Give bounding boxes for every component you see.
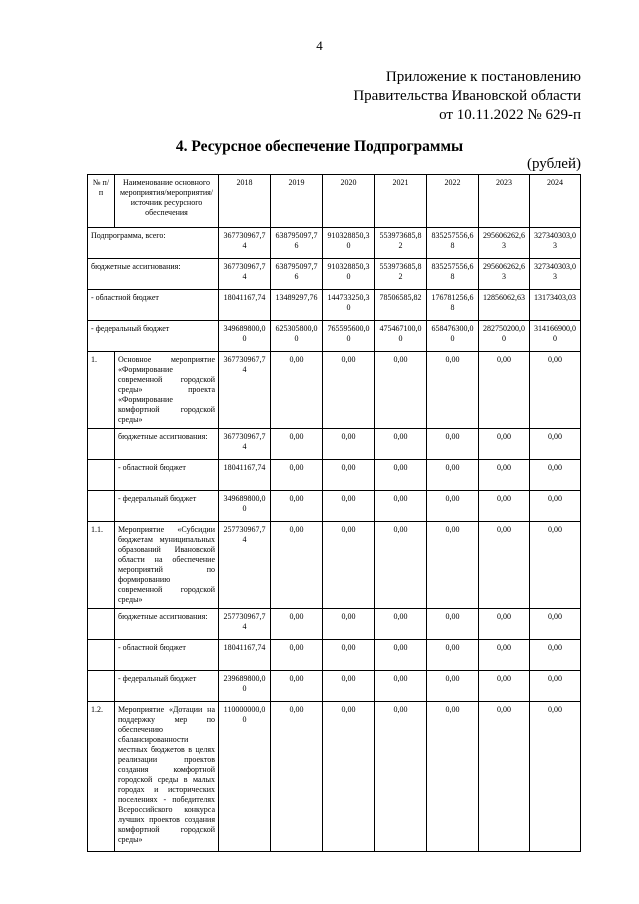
appendix-line-3: от 10.11.2022 № 629-п bbox=[439, 107, 581, 123]
value-cell: 0,00 bbox=[479, 522, 530, 609]
table-row bbox=[88, 228, 581, 259]
value-cell: 0,00 bbox=[530, 460, 581, 491]
table-row bbox=[88, 460, 581, 491]
value-cell: 835257556,68 bbox=[427, 259, 479, 290]
header-num: № п/п bbox=[88, 175, 115, 228]
value-cell: 0,00 bbox=[479, 671, 530, 702]
table-row bbox=[88, 259, 581, 290]
value-cell: 0,00 bbox=[271, 522, 323, 609]
row-number: 1.1. bbox=[88, 522, 115, 609]
row-name: Основное мероприятие «Формирование современной городской среды» проекта «Формирование комфортной городской среды» bbox=[115, 352, 219, 429]
value-cell: 0,00 bbox=[271, 609, 323, 640]
value-cell: 0,00 bbox=[375, 640, 427, 671]
row-number bbox=[88, 671, 115, 702]
value-cell: 658476300,00 bbox=[427, 321, 479, 352]
appendix-line-1: Приложение к постановлению bbox=[385, 69, 581, 85]
table-row bbox=[88, 640, 581, 671]
row-name: бюджетные ассигнования: bbox=[115, 609, 219, 640]
value-cell: 0,00 bbox=[323, 671, 375, 702]
table-row bbox=[88, 491, 581, 522]
row-number bbox=[88, 429, 115, 460]
value-cell: 0,00 bbox=[427, 460, 479, 491]
value-cell: 0,00 bbox=[271, 460, 323, 491]
value-cell: 13489297,76 bbox=[271, 290, 323, 321]
value-cell: 0,00 bbox=[323, 609, 375, 640]
row-number bbox=[88, 491, 115, 522]
value-cell: 257730967,74 bbox=[219, 609, 271, 640]
value-cell: 0,00 bbox=[479, 640, 530, 671]
value-cell: 0,00 bbox=[323, 522, 375, 609]
value-cell: 0,00 bbox=[375, 460, 427, 491]
value-cell: 0,00 bbox=[323, 460, 375, 491]
currency-unit: (рублей) bbox=[526, 156, 581, 172]
value-cell: 314166900,00 bbox=[530, 321, 581, 352]
table-header-row bbox=[88, 175, 581, 228]
value-cell: 18041167,74 bbox=[219, 290, 271, 321]
value-cell: 0,00 bbox=[323, 429, 375, 460]
value-cell: 257730967,74 bbox=[219, 522, 271, 609]
value-cell: 0,00 bbox=[427, 671, 479, 702]
table-row bbox=[88, 290, 581, 321]
value-cell: 0,00 bbox=[479, 702, 530, 852]
value-cell: 0,00 bbox=[427, 429, 479, 460]
value-cell: 0,00 bbox=[530, 522, 581, 609]
value-cell: 0,00 bbox=[530, 640, 581, 671]
value-cell: 0,00 bbox=[271, 352, 323, 429]
value-cell: 176781256,68 bbox=[427, 290, 479, 321]
value-cell: 0,00 bbox=[375, 491, 427, 522]
header-year: 2018 bbox=[219, 175, 271, 228]
header-year: 2021 bbox=[375, 175, 427, 228]
value-cell: 638795097,76 bbox=[271, 259, 323, 290]
header-year: 2019 bbox=[271, 175, 323, 228]
value-cell: 0,00 bbox=[271, 429, 323, 460]
value-cell: 239689800,00 bbox=[219, 671, 271, 702]
value-cell: 327340303,03 bbox=[530, 228, 581, 259]
row-name: Мероприятие «Дотации на поддержку мер по обеспечению сбалансированности местных бюджетов в целях реализации проектов создания комфортной городской среды в малых городах и исторических поселениях - победителях Всероссийского конкурса лучших проектов создания комфортной городской среды» bbox=[115, 702, 219, 852]
value-cell: 349689800,00 bbox=[219, 491, 271, 522]
value-cell: 0,00 bbox=[427, 640, 479, 671]
table-row bbox=[88, 609, 581, 640]
value-cell: 0,00 bbox=[530, 702, 581, 852]
value-cell: 0,00 bbox=[479, 491, 530, 522]
value-cell: 349689800,00 bbox=[219, 321, 271, 352]
value-cell: 0,00 bbox=[479, 429, 530, 460]
value-cell: 0,00 bbox=[530, 429, 581, 460]
value-cell: 0,00 bbox=[271, 491, 323, 522]
value-cell: 0,00 bbox=[427, 522, 479, 609]
appendix-heading bbox=[353, 68, 581, 125]
table-row bbox=[88, 522, 581, 609]
value-cell: 0,00 bbox=[479, 352, 530, 429]
row-name: бюджетные ассигнования: bbox=[88, 259, 219, 290]
row-number bbox=[88, 609, 115, 640]
value-cell: 0,00 bbox=[427, 702, 479, 852]
value-cell: 910328850,30 bbox=[323, 228, 375, 259]
appendix-line-2: Правительства Ивановской области bbox=[353, 88, 581, 104]
value-cell: 0,00 bbox=[530, 491, 581, 522]
value-cell: 0,00 bbox=[271, 702, 323, 852]
resource-table bbox=[87, 174, 581, 852]
value-cell: 553973685,82 bbox=[375, 228, 427, 259]
value-cell: 282750200,00 bbox=[479, 321, 530, 352]
value-cell: 0,00 bbox=[375, 609, 427, 640]
value-cell: 0,00 bbox=[530, 671, 581, 702]
value-cell: 78506585,82 bbox=[375, 290, 427, 321]
value-cell: 327340303,03 bbox=[530, 259, 581, 290]
value-cell: 144733250,30 bbox=[323, 290, 375, 321]
value-cell: 18041167,74 bbox=[219, 460, 271, 491]
value-cell: 0,00 bbox=[375, 702, 427, 852]
section-title: 4. Ресурсное обеспечение Подпрограммы bbox=[175, 138, 464, 155]
page-number: 4 bbox=[316, 38, 323, 53]
value-cell: 0,00 bbox=[427, 352, 479, 429]
table-row bbox=[88, 352, 581, 429]
header-year: 2024 bbox=[530, 175, 581, 228]
value-cell: 18041167,74 bbox=[219, 640, 271, 671]
value-cell: 0,00 bbox=[427, 491, 479, 522]
row-number: 1.2. bbox=[88, 702, 115, 852]
value-cell: 625305800,00 bbox=[271, 321, 323, 352]
row-name: Подпрограмма, всего: bbox=[88, 228, 219, 259]
value-cell: 0,00 bbox=[375, 671, 427, 702]
value-cell: 0,00 bbox=[427, 609, 479, 640]
value-cell: 110000000,00 bbox=[219, 702, 271, 852]
row-name: Мероприятие «Субсидии бюджетам муниципальных образований Ивановской области на обеспечение мероприятий по формированию современной городской среды» bbox=[115, 522, 219, 609]
value-cell: 367730967,74 bbox=[219, 352, 271, 429]
value-cell: 0,00 bbox=[375, 352, 427, 429]
value-cell: 765595600,00 bbox=[323, 321, 375, 352]
value-cell: 0,00 bbox=[323, 702, 375, 852]
value-cell: 295606262,63 bbox=[479, 259, 530, 290]
header-name: Наименование основного мероприятия/мероприятия/источник ресурсного обеспечения bbox=[115, 175, 219, 228]
value-cell: 367730967,74 bbox=[219, 429, 271, 460]
value-cell: 910328850,30 bbox=[323, 259, 375, 290]
header-year: 2022 bbox=[427, 175, 479, 228]
value-cell: 0,00 bbox=[323, 352, 375, 429]
header-year: 2020 bbox=[323, 175, 375, 228]
value-cell: 367730967,74 bbox=[219, 228, 271, 259]
value-cell: 0,00 bbox=[375, 429, 427, 460]
value-cell: 0,00 bbox=[479, 460, 530, 491]
header-year: 2023 bbox=[479, 175, 530, 228]
row-name: - областной бюджет bbox=[115, 460, 219, 491]
table-row bbox=[88, 671, 581, 702]
table-row bbox=[88, 321, 581, 352]
value-cell: 0,00 bbox=[323, 640, 375, 671]
value-cell: 295606262,63 bbox=[479, 228, 530, 259]
value-cell: 0,00 bbox=[271, 640, 323, 671]
value-cell: 638795097,76 bbox=[271, 228, 323, 259]
table-row bbox=[88, 702, 581, 852]
value-cell: 0,00 bbox=[479, 609, 530, 640]
row-number bbox=[88, 640, 115, 671]
row-name: - федеральный бюджет bbox=[88, 321, 219, 352]
value-cell: 553973685,82 bbox=[375, 259, 427, 290]
value-cell: 475467100,00 bbox=[375, 321, 427, 352]
table-row bbox=[88, 429, 581, 460]
row-number bbox=[88, 460, 115, 491]
row-name: - федеральный бюджет bbox=[115, 491, 219, 522]
value-cell: 0,00 bbox=[530, 352, 581, 429]
value-cell: 13173403,03 bbox=[530, 290, 581, 321]
value-cell: 12856062,63 bbox=[479, 290, 530, 321]
row-name: - областной бюджет bbox=[115, 640, 219, 671]
row-name: бюджетные ассигнования: bbox=[115, 429, 219, 460]
value-cell: 0,00 bbox=[271, 671, 323, 702]
row-name: - федеральный бюджет bbox=[115, 671, 219, 702]
value-cell: 0,00 bbox=[323, 491, 375, 522]
value-cell: 367730967,74 bbox=[219, 259, 271, 290]
value-cell: 0,00 bbox=[375, 522, 427, 609]
row-number: 1. bbox=[88, 352, 115, 429]
row-name: - областной бюджет bbox=[88, 290, 219, 321]
value-cell: 0,00 bbox=[530, 609, 581, 640]
value-cell: 835257556,68 bbox=[427, 228, 479, 259]
